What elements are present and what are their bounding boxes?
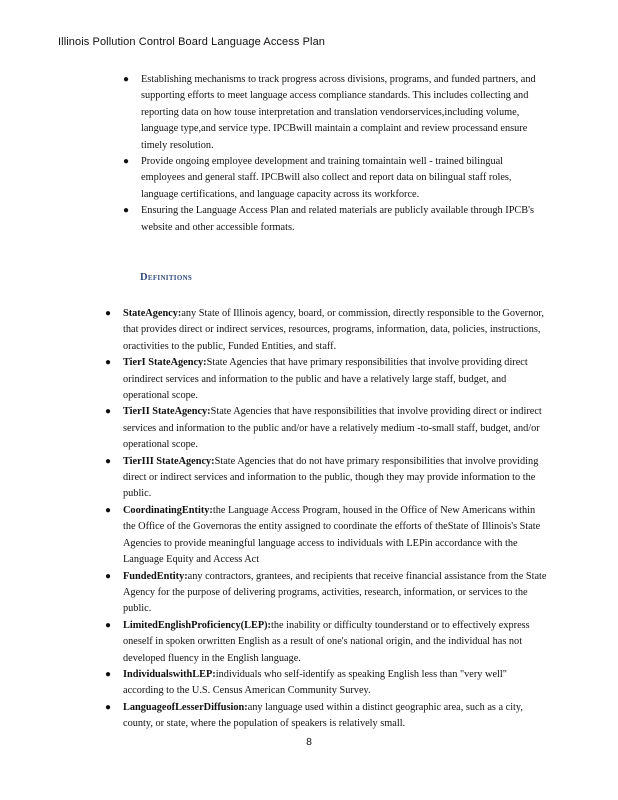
definitions-heading: Definitions [140,272,193,283]
definition-term: LimitedEnglishProficiency(LEP): [123,619,271,631]
definition-term: TierII StateAgency: [123,406,211,418]
list-item [123,154,548,203]
definition-item [105,667,548,700]
definition-item [105,569,548,618]
definition-item [105,404,548,453]
bullet-icon: ● [105,357,112,369]
bullet-icon: ● [105,455,112,467]
definition-text: any language used within a distinct geographic area, such as a city, county, or state, where the population of speakers is relatively small. [123,701,523,730]
definition-term: CoordinatingEntity: [123,504,213,516]
definition-text: individuals who self-identify as speaking English less than "very well" according to the U.S. Census American Community Survey. [123,668,507,697]
list-item-text: Provide ongoing employee development and training tomaintain well - trained bilingual employees and general staff. IPCBwill also collect and report data on bilingual staff roles, language certifications, and language capacity across its workforce. [141,156,512,200]
definition-item [105,503,548,569]
bullet-icon: ● [105,619,112,631]
responsibilities-list [123,72,548,236]
definition-item [105,700,548,733]
definition-text: any contractors, grantees, and recipients that receive financial assistance from the State Agency for the purpose of delivering programs, activities, research, information, or services to the public. [123,570,547,615]
bullet-icon: ● [105,308,112,319]
definition-term: FundedEntity: [123,570,188,582]
bullet-icon: ● [123,74,130,85]
page-number: 8 [306,736,312,748]
bullet-icon: ● [105,406,112,418]
definition-text: State Agencies that do not have primary responsibilities that involve providing direct or indirect services and information to the public, though they may provide information to the public. [123,455,539,500]
list-item-text: Ensuring the Language Access Plan and related materials are publicly available through IPCB's website and other accessible formats. [141,205,535,233]
definition-term: LanguageofLesserDiffusion: [123,701,248,713]
definition-term: TierI StateAgency: [123,357,207,369]
definition-text: State Agencies that have primary responsibilities that involve providing direct orindirect services and information to the public and have a relatively large staff, budget, and operational scope. [123,357,528,402]
bullet-icon: ● [123,156,130,168]
list-item [123,203,548,236]
definition-text: State Agencies that have responsibilities that involve providing direct or indirect services and information to the public and/or have a relatively medium -to-small staff, budget, and/or operational scope. [123,406,542,451]
bullet-icon: ● [105,668,112,680]
definition-text: the Language Access Program, housed in the Office of New Americans within the Office of the Governoras the entity assigned to coordinate the efforts of theState of Illinois's State Agencies to provide meaningful language access to individuals with LEPin accordance with the Language Equity and Access Act [123,504,541,566]
definition-item [105,454,548,503]
bullet-icon: ● [105,701,112,713]
definitions-list [105,306,548,733]
running-header: Illinois Pollution Control Board Language Access Plan [58,36,326,48]
list-item-text: Establishing mechanisms to track progress across divisions, programs, and funded partners, and supporting efforts to meet language access compliance standards. This includes collecting and reporting data on how touse interpretation and translation vendorservices,including volume, language type,and service type. IPCBwill maintain a complaint and review processand ensure timely resolution. [141,74,536,151]
definition-term: IndividualswithLEP: [123,668,216,680]
definition-text: the inability or difficulty tounderstand or to effectively express oneself in spoken orwritten English as a result of one's national origin, and the individual has not developed fluency in the English language. [123,619,530,664]
definition-item [105,618,548,667]
definition-term: TierIII StateAgency: [123,455,215,467]
definition-item [105,306,548,355]
bullet-icon: ● [123,205,130,217]
bullet-icon: ● [105,504,112,516]
definition-item [105,355,548,404]
list-item [123,72,548,154]
definition-text: any State of Illinois agency, board, or commission, directly responsible to the Governor, that provides direct or indirect services, resources, programs, information, data, policies, instructions, oractivities to the public, Funded Entities, and staff. [123,308,545,352]
definition-term: StateAgency: [123,308,182,319]
bullet-icon: ● [105,570,112,582]
